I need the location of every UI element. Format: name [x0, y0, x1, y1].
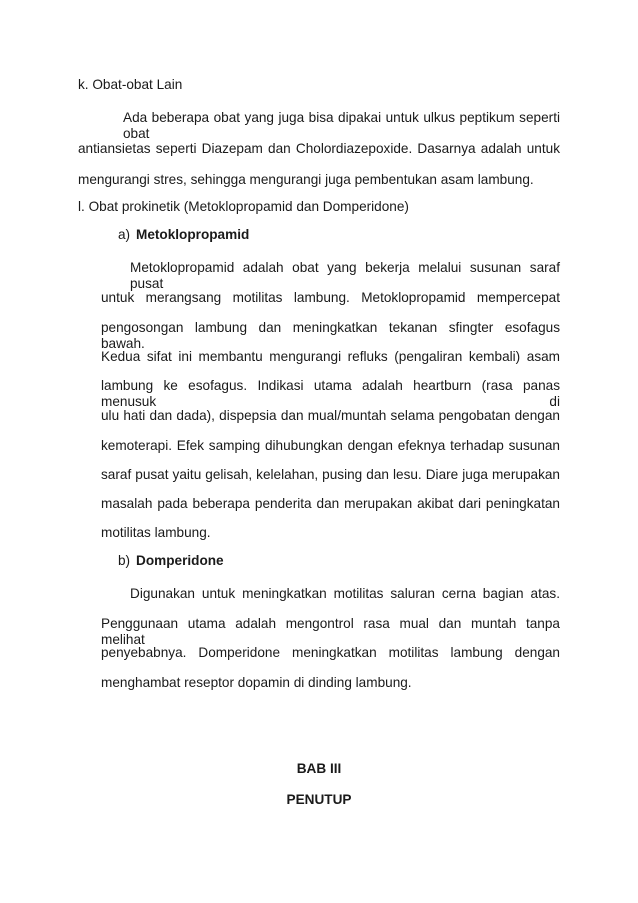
item-b-line-3: penyebabnya. Domperidone meningkatkan motilitas lambung dengan: [101, 645, 560, 660]
item-a-line-8: saraf pusat yaitu gelisah, kelelahan, pusing dan lesu. Diare juga merupakan: [101, 467, 560, 482]
item-a-line-3: pengosongan lambung dan meningkatkan tekanan sfingter esofagus bawah.: [101, 320, 560, 351]
item-a-line-5: lambung ke esofagus. Indikasi utama adalah heartburn (rasa panas menusuk di: [101, 378, 560, 409]
item-a-line-4: Kedua sifat ini membantu mengurangi refluks (pengaliran kembali) asam: [101, 349, 560, 364]
item-a-line-2: untuk merangsang motilitas lambung. Metoklopropamid mempercepat: [101, 290, 560, 305]
item-a-marker: a): [118, 227, 131, 242]
item-b-line-1: Digunakan untuk meningkatkan motilitas saluran cerna bagian atas.: [130, 586, 560, 601]
item-a-title: Metoklopropamid: [136, 227, 250, 242]
item-b-marker: b): [118, 553, 131, 568]
item-a-line-10: motilitas lambung.: [101, 525, 211, 540]
item-b-line-4: menghambat reseptor dopamin di dinding lambung.: [101, 675, 412, 690]
chapter-label: BAB III: [296, 761, 342, 776]
item-a-line-9: masalah pada beberapa penderita dan merupakan akibat dari peningkatan: [101, 496, 560, 511]
item-b-line-2: Penggunaan utama adalah mengontrol rasa mual dan muntah tanpa melihat: [101, 616, 560, 647]
item-a-line-1: Metoklopropamid adalah obat yang bekerja melalui susunan saraf pusat: [130, 260, 560, 291]
item-a-line-6: ulu hati dan dada), dispepsia dan mual/muntah selama pengobatan dengan: [101, 408, 560, 423]
section-k-heading: k. Obat-obat Lain: [78, 77, 183, 92]
chapter-title: PENUTUP: [286, 792, 352, 807]
item-a-line-7: kemoterapi. Efek samping dihubungkan dengan efeknya terhadap susunan: [101, 438, 560, 453]
section-k-line-1: Ada beberapa obat yang juga bisa dipakai untuk ulkus peptikum seperti obat: [123, 110, 560, 141]
section-k-line-3: mengurangi stres, sehingga mengurangi juga pembentukan asam lambung.: [78, 172, 534, 187]
section-k-line-2: antiansietas seperti Diazepam dan Cholordiazepoxide. Dasarnya adalah untuk: [78, 141, 560, 156]
section-l-heading: l. Obat prokinetik (Metoklopropamid dan Domperidone): [78, 199, 409, 214]
item-b-title: Domperidone: [136, 553, 224, 568]
